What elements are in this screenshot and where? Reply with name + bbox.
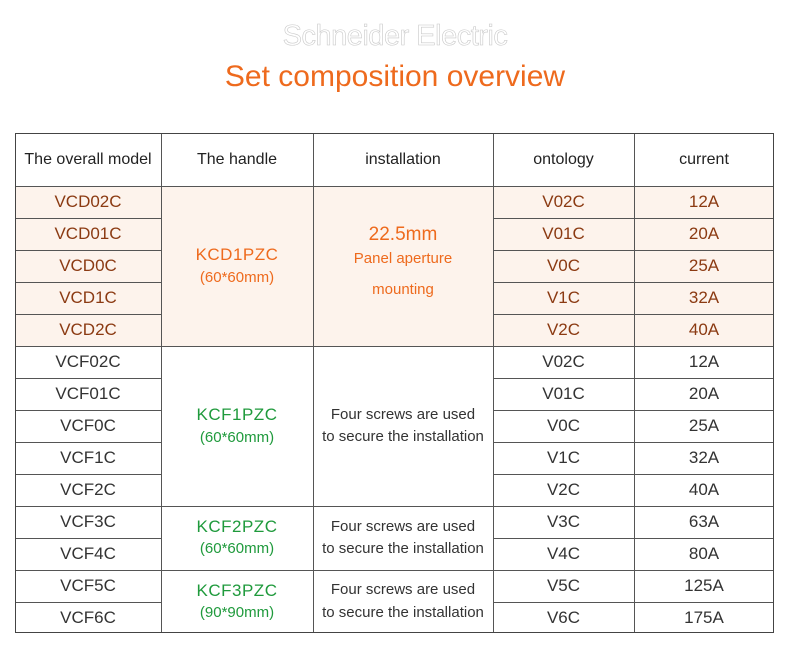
row-ontology: V1C (546, 288, 581, 307)
row-model: VCD1C (59, 288, 117, 307)
handle-size: (60*60mm) (199, 540, 275, 558)
row-ontology: V02C (542, 192, 585, 211)
handle-size: (60*60mm) (199, 429, 275, 447)
installation-line: to secure the installation (322, 603, 484, 621)
row-ontology: V5C (546, 576, 581, 595)
handle-model: KCF3PZC (196, 580, 278, 600)
row-model: VCF4C (60, 544, 116, 563)
brand-title: Schneider Electric (282, 20, 508, 52)
row-model: VCD2C (59, 320, 117, 339)
row-ontology: V01C (542, 384, 585, 403)
installation-line: mounting (372, 281, 434, 299)
row-ontology: V6C (546, 607, 581, 627)
row-model: VCF01C (55, 384, 121, 403)
row-current: 20A (688, 224, 720, 243)
row-current: 32A (688, 288, 720, 307)
handle-size: (90*90mm) (199, 603, 275, 621)
row-current: 40A (688, 480, 720, 499)
row-ontology: V0C (546, 256, 581, 275)
row-ontology: V2C (546, 480, 581, 499)
table-grid (15, 133, 774, 633)
row-current: 12A (688, 192, 720, 211)
row-current: 32A (688, 448, 720, 467)
row-ontology: V2C (546, 320, 581, 339)
row-model: VCD01C (54, 224, 122, 243)
installation-line: Four screws are used (330, 406, 476, 424)
row-model: VCD02C (54, 192, 122, 211)
handle-model: KCF1PZC (196, 404, 278, 424)
header-current: current (679, 150, 729, 168)
installation-line: Panel aperture (353, 249, 453, 267)
installation-line: Four screws are used (330, 581, 476, 598)
installation-line: 22.5mm (368, 223, 438, 245)
row-ontology: V1C (546, 448, 581, 467)
row-current: 125A (684, 576, 724, 595)
row-model: VCF1C (60, 448, 116, 467)
row-model: VCF0C (60, 416, 116, 435)
handle-size: (60*60mm) (199, 269, 275, 287)
row-current: 63A (688, 512, 720, 531)
installation-line: to secure the installation (322, 540, 484, 557)
row-ontology: V02C (542, 352, 585, 371)
handle-model: KCF2PZC (196, 517, 278, 537)
row-current: 25A (688, 416, 720, 435)
header-ontology: ontology (533, 150, 594, 168)
row-model: VCF2C (60, 480, 116, 499)
row-ontology: V4C (546, 544, 581, 563)
row-model: VCF5C (60, 576, 116, 595)
row-current: 20A (688, 384, 720, 403)
header-installation: installation (365, 150, 441, 168)
row-model: VCF3C (60, 512, 116, 531)
row-current: 80A (688, 544, 720, 563)
row-current: 40A (688, 320, 720, 339)
row-current: 12A (688, 352, 720, 371)
row-model: VCF6C (60, 607, 116, 627)
row-ontology: V01C (542, 224, 585, 243)
row-current: 175A (684, 607, 724, 627)
handle-model: KCD1PZC (195, 244, 279, 264)
row-ontology: V3C (546, 512, 581, 531)
page-title: Set composition overview (224, 60, 566, 93)
row-current: 25A (688, 256, 720, 275)
row-model: VCD0C (59, 256, 117, 275)
installation-line: to secure the installation (322, 428, 484, 445)
header-model: The overall model (24, 150, 152, 168)
installation-line: Four screws are used (330, 517, 476, 535)
header-handle: The handle (196, 150, 278, 168)
row-ontology: V0C (546, 416, 581, 435)
row-model: VCF02C (55, 352, 121, 371)
